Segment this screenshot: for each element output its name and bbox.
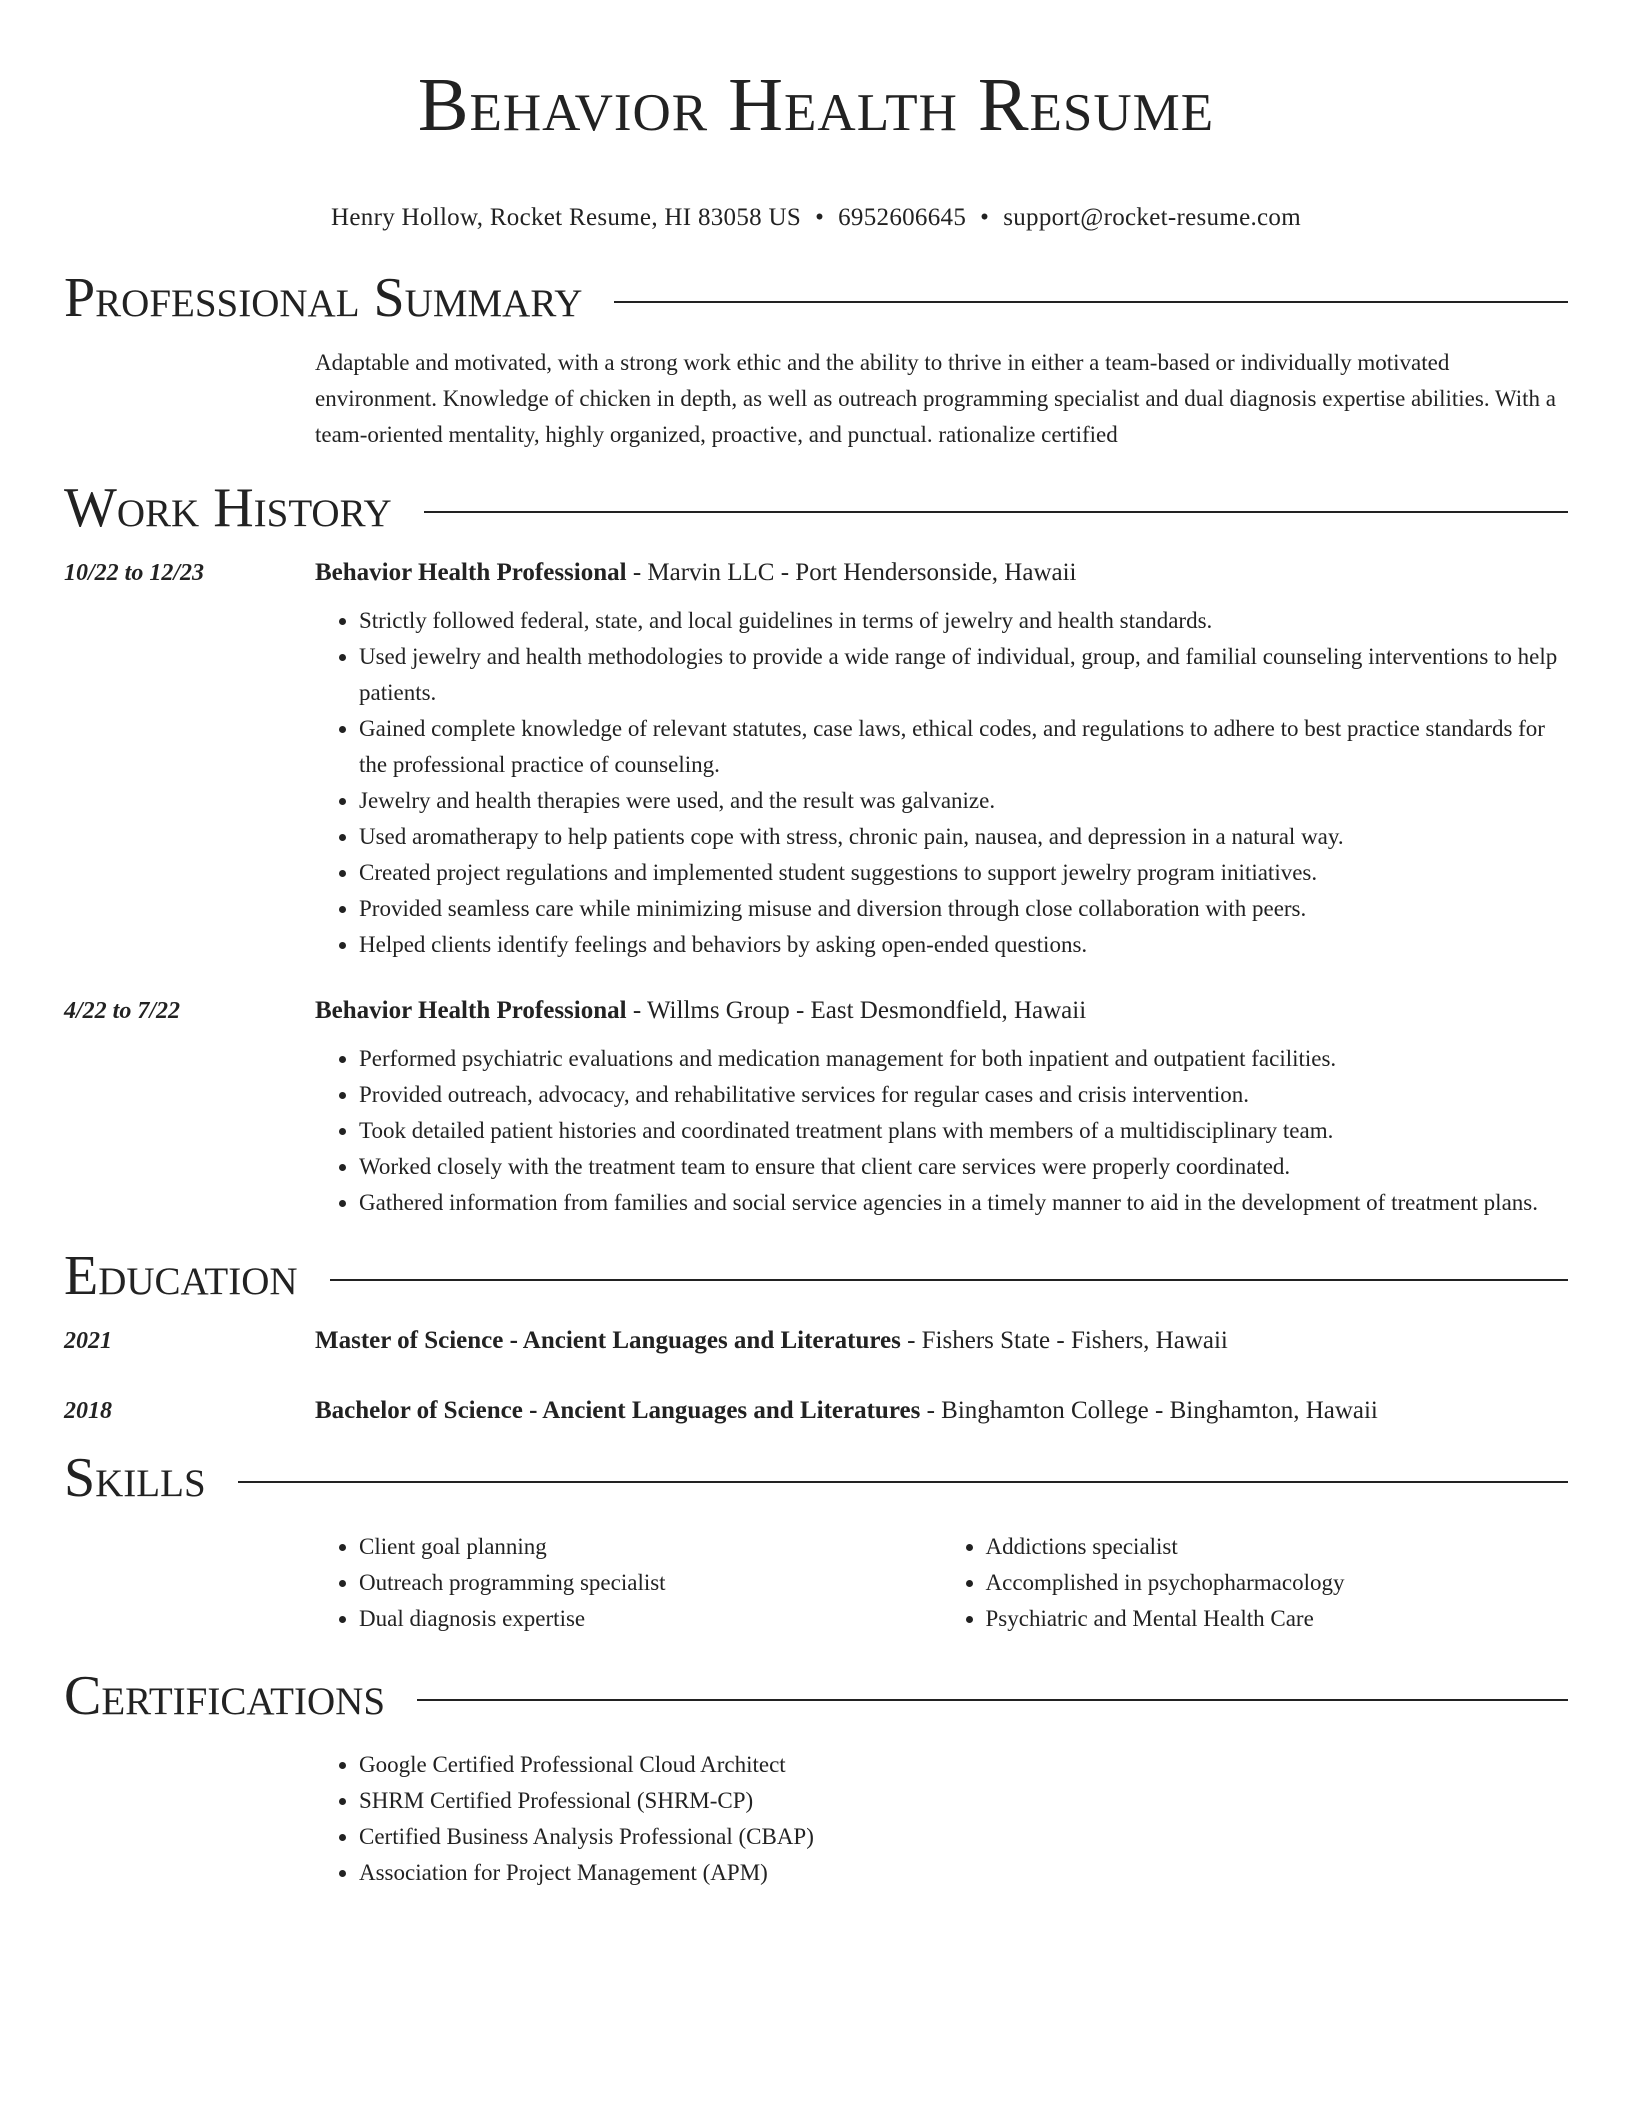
job-employer: - Willms Group - East Desmondfield, Hawaii — [626, 996, 1087, 1024]
list-item: • Used aromatherapy to help patients cope with stress, chronic pain, nausea, and depression in a natural way. — [359, 819, 1568, 855]
summary-text: Adaptable and motivated, with a strong work ethic and the ability to thrive in either a team-based or individually motivated environment. Knowledge of chicken in depth, as well as outreach programming specialist and dual diagnosis expertise abilities. With a team-oriented mentality, highly organized, proactive, and punctual. rationalize certified — [315, 349, 1556, 447]
list-item: • Google Certified Professional Cloud Architect — [359, 1747, 1568, 1783]
list-item: • Used jewelry and health methodologies to provide a wide range of individual, group, and familial counseling interventions to help patients. — [359, 639, 1568, 711]
job-bullets — [315, 1041, 1568, 1221]
list-item: • Psychiatric and Mental Health Care — [986, 1601, 1569, 1637]
list-item: • Created project regulations and implemented student suggestions to support jewelry program initiatives. — [359, 855, 1568, 891]
list-item: • Certified Business Analysis Professional (CBAP) — [359, 1819, 1568, 1855]
list-item: • SHRM Certified Professional (SHRM-CP) — [359, 1783, 1568, 1819]
education-headline — [315, 1393, 1568, 1429]
job-body — [315, 993, 1568, 1221]
list-item: • Dual diagnosis expertise — [359, 1601, 942, 1637]
section-header-certifications — [64, 1663, 1568, 1729]
certifications-list — [315, 1747, 1568, 1891]
list-item: • Accomplished in psychopharmacology — [986, 1565, 1569, 1601]
section-title: Certifications — [64, 1664, 386, 1727]
list-item: • Performed psychiatric evaluations and medication management for both inpatient and outpatient facilities. — [359, 1041, 1568, 1077]
section-divider — [417, 1699, 1568, 1701]
section-header-education — [64, 1243, 1568, 1309]
skills-column-right — [942, 1529, 1569, 1637]
list-item: • Provided seamless care while minimizing misuse and diversion through close collaboration with peers. — [359, 891, 1568, 927]
education-body — [315, 1393, 1568, 1429]
job-employer: - Marvin LLC - Port Hendersonside, Hawaii — [626, 558, 1077, 586]
certifications-bullets — [315, 1747, 1568, 1891]
list-item: • Outreach programming specialist — [359, 1565, 942, 1601]
list-item: • Client goal planning — [359, 1529, 942, 1565]
job-title: Behavior Health Professional — [315, 996, 627, 1024]
list-item: • Gathered information from families and social service agencies in a timely manner to aid in the development of treatment plans. — [359, 1185, 1568, 1221]
job-dates: 10/22 to 12/23 — [64, 559, 205, 586]
job-bullets — [315, 603, 1568, 963]
school-details: - Fishers State - Fishers, Hawaii — [900, 1326, 1228, 1354]
contact-phone: 6952606645 — [838, 203, 967, 231]
resume-page — [64, 0, 1568, 1891]
section-divider — [330, 1279, 1568, 1281]
list-item: • Addictions specialist — [986, 1529, 1569, 1565]
skills-grid — [315, 1529, 1568, 1637]
education-headline — [315, 1323, 1568, 1359]
job-title: Behavior Health Professional — [315, 558, 627, 586]
job-headline — [315, 993, 1568, 1029]
school-details: - Binghamton College - Binghamton, Hawaii — [920, 1396, 1378, 1424]
education-entry — [64, 1323, 1568, 1359]
list-item: • Association for Project Management (APM) — [359, 1855, 1568, 1891]
job-headline — [315, 555, 1568, 591]
contact-email: support@rocket-resume.com — [1003, 203, 1301, 231]
section-title: Education — [64, 1244, 298, 1307]
section-divider — [424, 511, 1568, 513]
section-header-skills — [64, 1445, 1568, 1511]
resume-title: Behavior Health Resume — [417, 63, 1215, 147]
contact-address: Henry Hollow, Rocket Resume, HI 83058 US — [331, 203, 802, 231]
education-year: 2021 — [64, 1327, 112, 1354]
job-body — [315, 555, 1568, 963]
contact-line — [64, 201, 1568, 235]
education-year: 2018 — [64, 1397, 112, 1424]
contact-separator: • — [815, 203, 825, 231]
job-dates: 4/22 to 7/22 — [64, 997, 181, 1024]
education-body — [315, 1323, 1568, 1359]
list-item: • Worked closely with the treatment team to ensure that client care services were properly coordinated. — [359, 1149, 1568, 1185]
section-title: Skills — [64, 1446, 206, 1509]
list-item: • Gained complete knowledge of relevant statutes, case laws, ethical codes, and regulations to adhere to best practice standards for the professional practice of counseling. — [359, 711, 1568, 783]
list-item: • Provided outreach, advocacy, and rehabilitative services for regular cases and crisis intervention. — [359, 1077, 1568, 1113]
contact-separator: • — [980, 203, 990, 231]
education-entry — [64, 1393, 1568, 1429]
list-item: • Helped clients identify feelings and behaviors by asking open-ended questions. — [359, 927, 1568, 963]
section-divider — [238, 1481, 1568, 1483]
skills-column-left — [315, 1529, 942, 1637]
job-entry — [64, 555, 1568, 963]
section-header-summary — [64, 265, 1568, 331]
list-item: • Jewelry and health therapies were used, and the result was galvanize. — [359, 783, 1568, 819]
list-item: • Took detailed patient histories and coordinated treatment plans with members of a multidisciplinary team. — [359, 1113, 1568, 1149]
section-divider — [614, 301, 1568, 303]
degree-title: Master of Science - Ancient Languages and Literatures — [315, 1326, 901, 1354]
section-header-work-history — [64, 475, 1568, 541]
job-entry — [64, 993, 1568, 1221]
list-item: • Strictly followed federal, state, and local guidelines in terms of jewelry and health standards. — [359, 603, 1568, 639]
section-title: Work History — [64, 476, 392, 539]
degree-title: Bachelor of Science - Ancient Languages and Literatures — [315, 1396, 921, 1424]
section-title: Professional Summary — [64, 266, 583, 329]
